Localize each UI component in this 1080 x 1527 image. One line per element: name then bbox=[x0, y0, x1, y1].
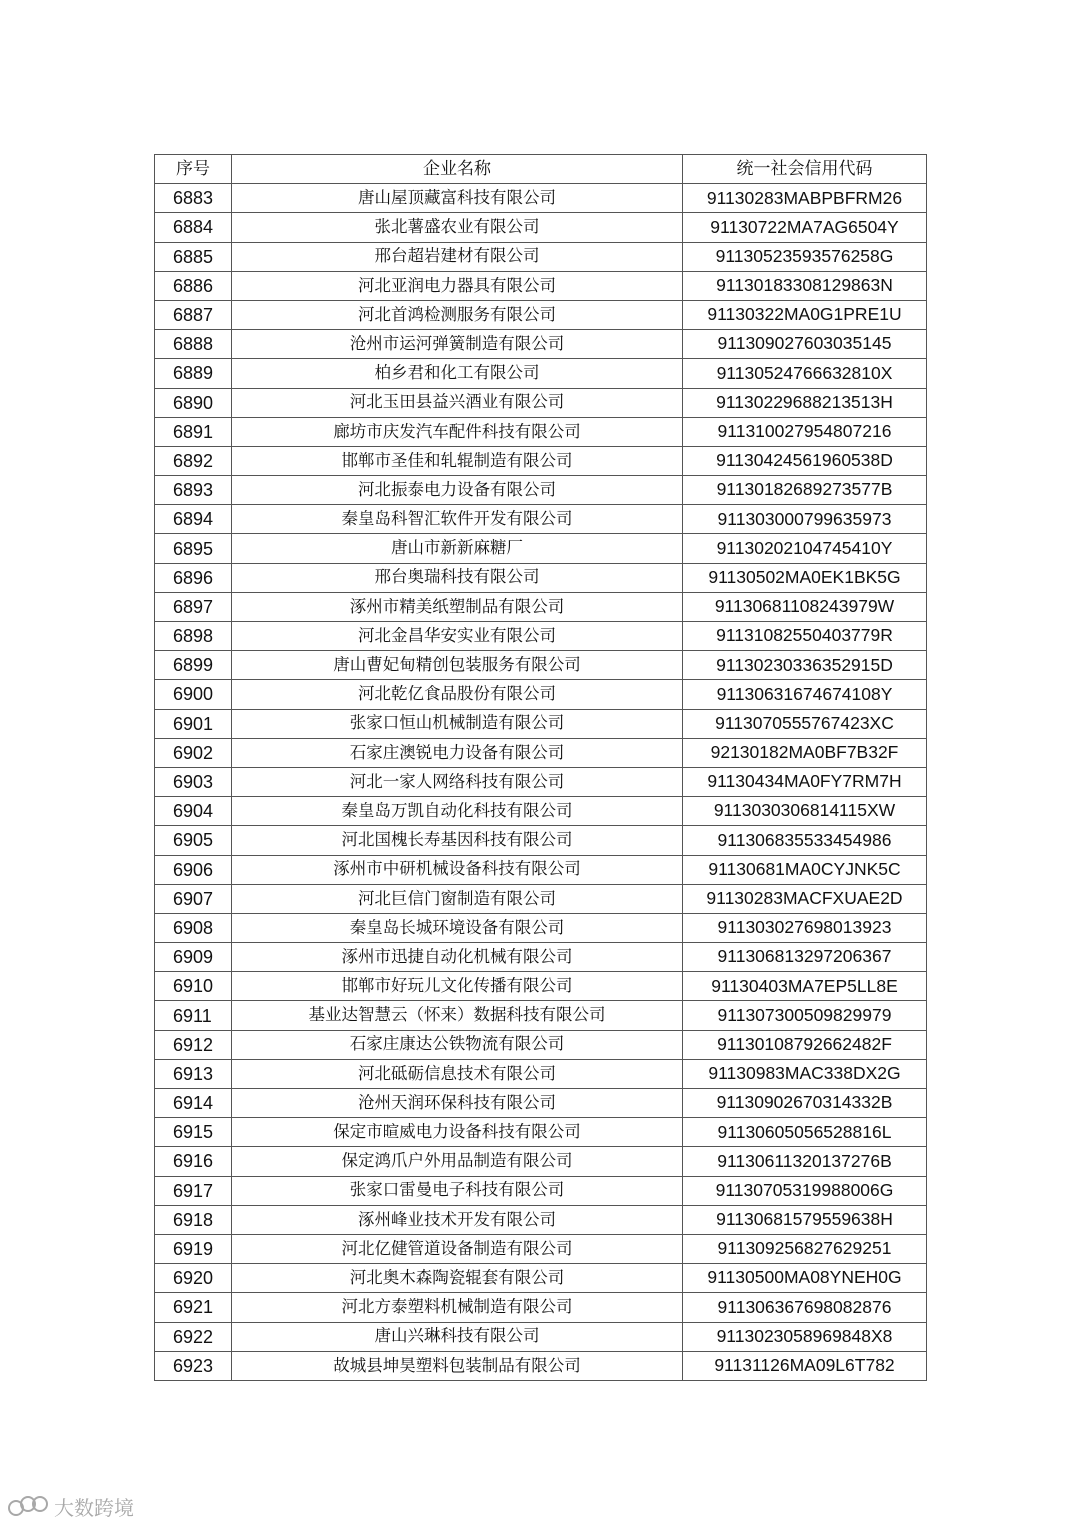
row-credit-code: 911309256827629251 bbox=[683, 1234, 927, 1263]
row-credit-code: 91130202104745410Y bbox=[683, 534, 927, 563]
row-serial: 6907 bbox=[155, 884, 232, 913]
row-credit-code: 91130108792662482F bbox=[683, 1030, 927, 1059]
row-serial: 6893 bbox=[155, 476, 232, 505]
row-serial: 6899 bbox=[155, 651, 232, 680]
row-credit-code: 91130681579559638H bbox=[683, 1205, 927, 1234]
row-company-name: 涿州市中研机械设备科技有限公司 bbox=[232, 855, 683, 884]
row-company-name: 秦皇岛万凯自动化科技有限公司 bbox=[232, 797, 683, 826]
row-serial: 6914 bbox=[155, 1089, 232, 1118]
row-company-name: 河北亚润电力器具有限公司 bbox=[232, 271, 683, 300]
row-company-name: 基业达智慧云（怀来）数据科技有限公司 bbox=[232, 1001, 683, 1030]
row-serial: 6889 bbox=[155, 359, 232, 388]
row-company-name: 邢台超岩建材有限公司 bbox=[232, 242, 683, 271]
row-company-name: 唐山兴琳科技有限公司 bbox=[232, 1322, 683, 1351]
row-credit-code: 91130524766632810X bbox=[683, 359, 927, 388]
row-serial: 6890 bbox=[155, 388, 232, 417]
row-company-name: 涿州市精美纸塑制品有限公司 bbox=[232, 592, 683, 621]
table-row bbox=[155, 330, 927, 359]
table-row bbox=[155, 622, 927, 651]
weibo-circles-logo-icon bbox=[8, 1494, 48, 1520]
table-row bbox=[155, 213, 927, 242]
row-serial: 6921 bbox=[155, 1293, 232, 1322]
table-row bbox=[155, 184, 927, 213]
row-serial: 6900 bbox=[155, 680, 232, 709]
row-credit-code: 91130424561960538D bbox=[683, 446, 927, 475]
row-company-name: 河北方泰塑料机械制造有限公司 bbox=[232, 1293, 683, 1322]
row-credit-code: 91130283MABPBFRM26 bbox=[683, 184, 927, 213]
row-serial: 6917 bbox=[155, 1176, 232, 1205]
row-credit-code: 91130902670314332B bbox=[683, 1089, 927, 1118]
table-row bbox=[155, 388, 927, 417]
row-company-name: 唐山曹妃甸精创包装服务有限公司 bbox=[232, 651, 683, 680]
row-credit-code: 91130681108243979W bbox=[683, 592, 927, 621]
row-serial: 6908 bbox=[155, 913, 232, 942]
row-company-name: 秦皇岛科智汇软件开发有限公司 bbox=[232, 505, 683, 534]
table-row bbox=[155, 1234, 927, 1263]
row-credit-code: 911310027954807216 bbox=[683, 417, 927, 446]
row-serial: 6915 bbox=[155, 1118, 232, 1147]
row-company-name: 张北薯盛农业有限公司 bbox=[232, 213, 683, 242]
row-serial: 6888 bbox=[155, 330, 232, 359]
table-row bbox=[155, 797, 927, 826]
table-row bbox=[155, 417, 927, 446]
row-credit-code: 91131082550403779R bbox=[683, 622, 927, 651]
table-row bbox=[155, 1118, 927, 1147]
row-serial: 6909 bbox=[155, 943, 232, 972]
table-row bbox=[155, 534, 927, 563]
row-credit-code: 911303027698013923 bbox=[683, 913, 927, 942]
table-row bbox=[155, 1059, 927, 1088]
row-serial: 6910 bbox=[155, 972, 232, 1001]
row-credit-code: 911309027603035145 bbox=[683, 330, 927, 359]
table-row bbox=[155, 1264, 927, 1293]
row-serial: 6904 bbox=[155, 797, 232, 826]
row-serial: 6887 bbox=[155, 300, 232, 329]
row-credit-code: 91130182689273577B bbox=[683, 476, 927, 505]
table-row bbox=[155, 1030, 927, 1059]
table-row bbox=[155, 709, 927, 738]
row-serial: 6912 bbox=[155, 1030, 232, 1059]
row-credit-code: 91130502MA0EK1BK5G bbox=[683, 563, 927, 592]
table-row bbox=[155, 1089, 927, 1118]
row-company-name: 唐山屋顶藏富科技有限公司 bbox=[232, 184, 683, 213]
row-company-name: 河北亿健管道设备制造有限公司 bbox=[232, 1234, 683, 1263]
table-row bbox=[155, 1176, 927, 1205]
row-credit-code: 911307300509829979 bbox=[683, 1001, 927, 1030]
row-credit-code: 91130722MA7AG6504Y bbox=[683, 213, 927, 242]
table-row bbox=[155, 913, 927, 942]
row-company-name: 河北玉田县益兴酒业有限公司 bbox=[232, 388, 683, 417]
row-serial: 6898 bbox=[155, 622, 232, 651]
row-credit-code: 911306835533454986 bbox=[683, 826, 927, 855]
row-serial: 6895 bbox=[155, 534, 232, 563]
row-credit-code: 91130229688213513H bbox=[683, 388, 927, 417]
row-credit-code: 91131126MA09L6T782 bbox=[683, 1351, 927, 1380]
table-row bbox=[155, 943, 927, 972]
row-company-name: 河北巨信门窗制造有限公司 bbox=[232, 884, 683, 913]
row-credit-code: 9113030306814115XW bbox=[683, 797, 927, 826]
row-company-name: 河北振泰电力设备有限公司 bbox=[232, 476, 683, 505]
row-credit-code: 91130283MACFXUAE2D bbox=[683, 884, 927, 913]
header-credit-code: 统一社会信用代码 bbox=[683, 155, 927, 184]
row-credit-code: 911306813297206367 bbox=[683, 943, 927, 972]
row-credit-code: 91130434MA0FY7RM7H bbox=[683, 767, 927, 796]
table-row bbox=[155, 826, 927, 855]
row-credit-code: 91130322MA0G1PRE1U bbox=[683, 300, 927, 329]
table-body bbox=[155, 184, 927, 1381]
table-row bbox=[155, 446, 927, 475]
table-row bbox=[155, 972, 927, 1001]
row-serial: 6922 bbox=[155, 1322, 232, 1351]
row-serial: 6923 bbox=[155, 1351, 232, 1380]
row-serial: 6896 bbox=[155, 563, 232, 592]
row-credit-code: 91130605056528816L bbox=[683, 1118, 927, 1147]
table-row bbox=[155, 271, 927, 300]
row-credit-code: 911303000799635973 bbox=[683, 505, 927, 534]
row-company-name: 河北奥木森陶瓷辊套有限公司 bbox=[232, 1264, 683, 1293]
row-serial: 6913 bbox=[155, 1059, 232, 1088]
row-company-name: 沧州天润环保科技有限公司 bbox=[232, 1089, 683, 1118]
row-company-name: 石家庄康达公铁物流有限公司 bbox=[232, 1030, 683, 1059]
row-company-name: 河北砥砺信息技术有限公司 bbox=[232, 1059, 683, 1088]
row-credit-code: 91130681MA0CYJNK5C bbox=[683, 855, 927, 884]
header-company-name: 企业名称 bbox=[232, 155, 683, 184]
table-row bbox=[155, 242, 927, 271]
row-company-name: 柏乡君和化工有限公司 bbox=[232, 359, 683, 388]
row-company-name: 邯郸市圣佳和轧辊制造有限公司 bbox=[232, 446, 683, 475]
table-row bbox=[155, 884, 927, 913]
row-company-name: 廊坊市庆发汽车配件科技有限公司 bbox=[232, 417, 683, 446]
table-row bbox=[155, 767, 927, 796]
row-company-name: 河北乾亿食品股份有限公司 bbox=[232, 680, 683, 709]
table-row bbox=[155, 680, 927, 709]
header-serial: 序号 bbox=[155, 155, 232, 184]
row-credit-code: 91130230336352915D bbox=[683, 651, 927, 680]
row-serial: 6894 bbox=[155, 505, 232, 534]
row-company-name: 涿州市迅捷自动化机械有限公司 bbox=[232, 943, 683, 972]
row-company-name: 石家庄澳锐电力设备有限公司 bbox=[232, 738, 683, 767]
watermark-text: 大数跨境 bbox=[54, 1496, 134, 1520]
row-credit-code: 91130705319988006G bbox=[683, 1176, 927, 1205]
row-company-name: 邢台奥瑞科技有限公司 bbox=[232, 563, 683, 592]
row-company-name: 沧州市运河弹簧制造有限公司 bbox=[232, 330, 683, 359]
row-company-name: 张家口雷曼电子科技有限公司 bbox=[232, 1176, 683, 1205]
table-row bbox=[155, 476, 927, 505]
row-credit-code: 91130611320137276B bbox=[683, 1147, 927, 1176]
row-company-name: 唐山市新新麻糖厂 bbox=[232, 534, 683, 563]
row-credit-code: 91130523593576258G bbox=[683, 242, 927, 271]
table-row bbox=[155, 1147, 927, 1176]
row-serial: 6891 bbox=[155, 417, 232, 446]
row-company-name: 保定市暄威电力设备科技有限公司 bbox=[232, 1118, 683, 1147]
table-row bbox=[155, 1001, 927, 1030]
row-serial: 6916 bbox=[155, 1147, 232, 1176]
watermark bbox=[8, 1492, 134, 1521]
row-serial: 6905 bbox=[155, 826, 232, 855]
row-credit-code: 91130183308129863N bbox=[683, 271, 927, 300]
row-company-name: 涿州峰业技术开发有限公司 bbox=[232, 1205, 683, 1234]
row-credit-code: 92130182MA0BF7B32F bbox=[683, 738, 927, 767]
row-credit-code: 9113070555767423XC bbox=[683, 709, 927, 738]
table-row bbox=[155, 1351, 927, 1380]
row-serial: 6885 bbox=[155, 242, 232, 271]
table-row bbox=[155, 651, 927, 680]
row-credit-code: 91130500MA08YNEH0G bbox=[683, 1264, 927, 1293]
table-row bbox=[155, 1293, 927, 1322]
row-serial: 6918 bbox=[155, 1205, 232, 1234]
table-row bbox=[155, 563, 927, 592]
table-row bbox=[155, 300, 927, 329]
row-serial: 6884 bbox=[155, 213, 232, 242]
row-serial: 6903 bbox=[155, 767, 232, 796]
table-row bbox=[155, 359, 927, 388]
row-serial: 6897 bbox=[155, 592, 232, 621]
row-serial: 6911 bbox=[155, 1001, 232, 1030]
row-credit-code: 91130631674674108Y bbox=[683, 680, 927, 709]
company-table bbox=[154, 154, 927, 1381]
row-serial: 6901 bbox=[155, 709, 232, 738]
row-company-name: 河北一家人网络科技有限公司 bbox=[232, 767, 683, 796]
row-serial: 6883 bbox=[155, 184, 232, 213]
row-company-name: 故城县坤昊塑料包装制品有限公司 bbox=[232, 1351, 683, 1380]
row-company-name: 河北国槐长寿基因科技有限公司 bbox=[232, 826, 683, 855]
row-serial: 6892 bbox=[155, 446, 232, 475]
table-row bbox=[155, 592, 927, 621]
row-serial: 6919 bbox=[155, 1234, 232, 1263]
row-company-name: 邯郸市好玩儿文化传播有限公司 bbox=[232, 972, 683, 1001]
row-company-name: 秦皇岛长城环境设备有限公司 bbox=[232, 913, 683, 942]
row-company-name: 河北首鸿检测服务有限公司 bbox=[232, 300, 683, 329]
row-credit-code: 9113023058969848X8 bbox=[683, 1322, 927, 1351]
table-row bbox=[155, 1322, 927, 1351]
row-serial: 6902 bbox=[155, 738, 232, 767]
table-row bbox=[155, 855, 927, 884]
row-company-name: 保定鸿爪户外用品制造有限公司 bbox=[232, 1147, 683, 1176]
table-row bbox=[155, 738, 927, 767]
row-credit-code: 911306367698082876 bbox=[683, 1293, 927, 1322]
table-header-row bbox=[155, 155, 927, 184]
row-serial: 6906 bbox=[155, 855, 232, 884]
table-row bbox=[155, 1205, 927, 1234]
row-credit-code: 91130403MA7EP5LL8E bbox=[683, 972, 927, 1001]
table-row bbox=[155, 505, 927, 534]
row-serial: 6886 bbox=[155, 271, 232, 300]
row-credit-code: 91130983MAC338DX2G bbox=[683, 1059, 927, 1088]
row-company-name: 张家口恒山机械制造有限公司 bbox=[232, 709, 683, 738]
row-serial: 6920 bbox=[155, 1264, 232, 1293]
row-company-name: 河北金昌华安实业有限公司 bbox=[232, 622, 683, 651]
